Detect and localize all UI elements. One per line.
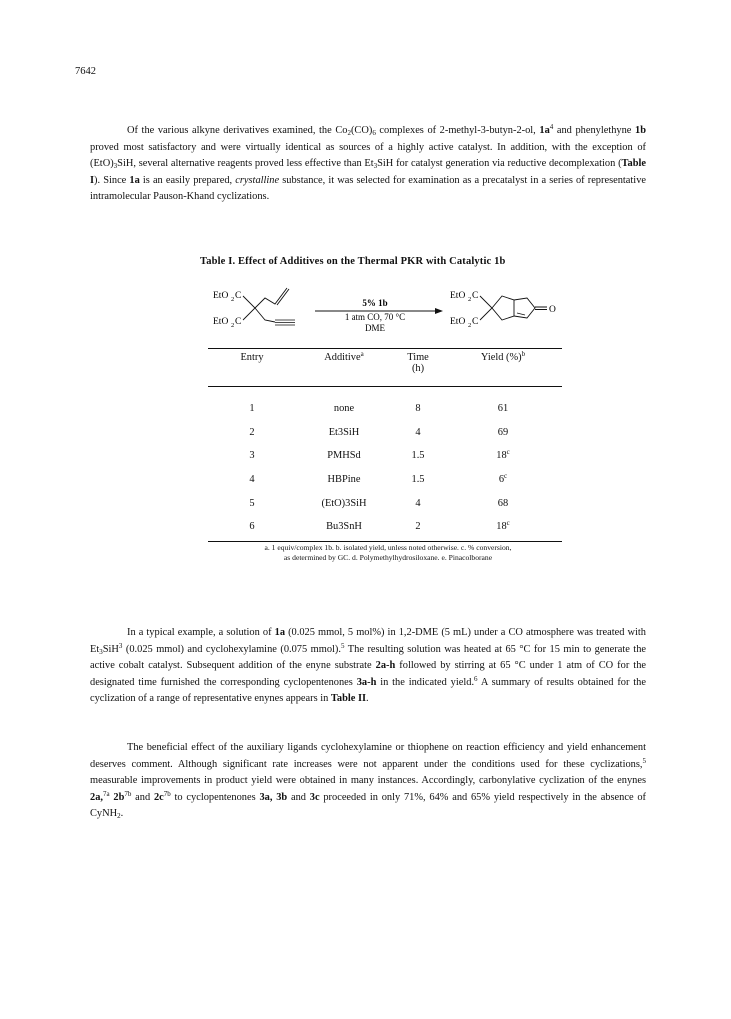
table-bottom-rule [208,541,562,542]
table-row: 4 HBPine 1.5 6$^c$ [249,472,508,486]
compound-ref-1a: 1a [539,125,550,136]
table-body [208,397,562,539]
table-header-rule [208,386,562,387]
table-row: 6 Bu3SnH 2 18$^c$ [249,519,510,533]
table-title: Table I. Effect of Additives on the Thermal PKR with Catalytic 1b [200,256,506,267]
paragraph-ligand-effect: The beneficial effect of the auxiliary ligands cyclohexylamine or thiophene on reaction efficiency and yield enhancement deserves comment. Although significant rate increases were not apparent under the conditions used for these cyclizations,$^5$ measurable improvements in product yield were obtained in many instances. Accordingly, carbonylative cyclization of the enynes 2a,$^{7a}$ $2b^{7b}$ and $2c^{7b}$ to cyclopentenones 3a, 3b and 3c proceeded in only 71%, 64% and 65% yield respectively in the absence of CyNH$_2$. [90,742,647,820]
svg-text:EtO: EtO [213,291,229,301]
svg-text:C: C [472,291,479,301]
svg-text:2: 2 [231,322,235,329]
paragraph-intro: Of the various alkyne derivatives examined, the $Co_2(CO)_6$ complexes of 2-methyl-3-butyn-2-ol, $1a^4$ and phenylethyne 1b proved most satisfactory and were virtually identical as sources of a highly active catalyst. In addition, with the exception of $(EtO)_3SiH$, several alternative reagents proved less effective than $Et_3SiH$ for catalyst generation via reductive decomplexation (Table I). Since 1a is an easily prepared, crystalline substance, it was selected for examination as a precatalyst in a series of representative intramolecular Pauson-Khand cyclizations. [90,123,647,202]
table-row: 2 Et3SiH 4 69 [249,426,509,438]
enyne-substrate-structure [213,288,295,329]
header-time: Time (h) [407,352,429,374]
table-header [208,352,562,384]
table-ref: Table II [330,693,367,704]
svg-text:EtO: EtO [450,317,466,327]
page-number: 7642 [75,66,96,77]
svg-text:2: 2 [468,322,472,329]
svg-text:EtO: EtO [213,317,229,327]
header-additive: Additive$^a$ [324,350,364,363]
svg-text:C: C [235,317,242,327]
paragraph-typical-example: In a typical example, a solution of 1a (0.025 mmol, 5 mol%) in 1,2-DME (5 mL) under a CO atmosphere was treated with $Et_3SiH^3$ (0.025 mmol) and cyclohexylamine (0.075 mmol).$^5$ The resulting solution was heated at 65 °C for 15 min to generate the active cobalt catalyst. Subsequent addition of the enyne substrate 2a-h followed by stirring at 65 °C under 1 atm of CO for the designated time furnished the corresponding cyclopentenones 3a-h in the indicated yield.$^6$ A summary of results obtained for the cyclization of a range of representative enynes appears in Table II. [90,627,647,704]
reaction-scheme [205,282,575,340]
svg-text:EtO: EtO [450,291,466,301]
table-top-rule [208,348,562,349]
svg-text:C: C [235,291,242,301]
svg-text:1 atm CO, 70 °C: 1 atm CO, 70 °C [344,312,406,322]
table-row: 3 PMHSd 1.5 18$^c$ [249,448,510,462]
header-yield: Yield (%)$^b$ [480,350,526,363]
table-row: 1 none 8 61 [249,403,509,415]
svg-text:2: 2 [468,296,472,303]
cyclopentenone-product-structure [450,291,556,329]
svg-text:2: 2 [231,296,235,303]
svg-text:DME: DME [365,323,385,333]
svg-text:5% 1b: 5% 1b [362,298,388,308]
table-row: 5 (EtO)3SiH 4 68 [249,497,509,509]
table-ref: Table I [90,158,646,186]
reaction-arrow [315,298,443,333]
header-entry: Entry [240,352,264,363]
compound-ref-1b: 1b [635,125,646,136]
svg-text:C: C [472,317,479,327]
svg-text:O: O [549,305,556,315]
table-footnote: a. 1 equiv/complex 1b. b. isolated yield, unless noted otherwise. c. % conversion, as determined by GC. d. Polymethylhydrosiloxane. e. Pinacolborane [264,543,512,562]
